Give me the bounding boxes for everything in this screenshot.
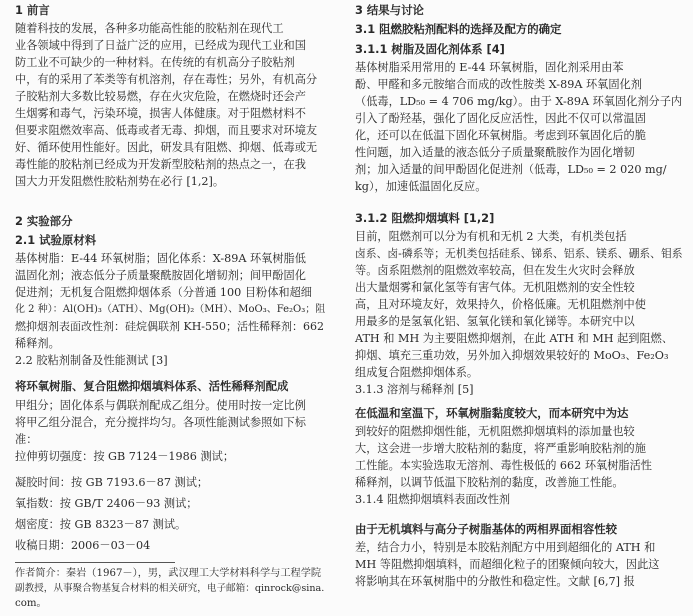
body-line: 引入了酚羟基，强化了固化反应活性，因此不仅可以常温固 — [355, 112, 646, 125]
body-line: 3.1.4 阻燃抑烟填料表面改性剂 — [355, 493, 511, 506]
subsubsection-heading-3-1-2: 3.1.2 阻燃抑烟填料 [1,2] — [355, 211, 495, 225]
body-line: 组成复合阻燃抑烟体系。 — [355, 366, 479, 379]
body-line: 好、循环使用性能好。因此，研发具有阻燃、抑烟、低毒或无 — [15, 141, 318, 154]
standard-item: 凝胶时间：按 GB 7193.6－87 测试； — [15, 476, 209, 489]
subsubsection-heading-3-1-3: 在低温和室温下，环氧树脂黏度较大，而本研究中为达 — [355, 406, 629, 420]
subsubsection-heading-3-1-4: 由于无机填料与高分子树脂基体的两相界面相容性较 — [355, 522, 617, 536]
body-line: 2.2 胶粘剂制备及性能测试 [3] — [15, 354, 168, 367]
body-line: 化，还可以在低温下固化环氧树脂。考虑到环氧固化后的脆 — [355, 129, 646, 142]
body-line: 甲组分；固化体系与偶联剂配成乙组分。使用时按一定比例 — [15, 399, 306, 412]
section-heading-2: 2 实验部分 — [15, 214, 73, 228]
body-line: MH 等阻燃抑烟填料，而超细化粒子的团聚倾向较大，因此这 — [355, 558, 660, 571]
body-line: 等。卤系阻燃剂的阻燃效率较高，但在发生火灾时会释放 — [355, 264, 635, 277]
body-line: 酚、甲醛和多元胺缩合而成的改性胺类 X-89A 环氧固化剂 — [355, 78, 642, 91]
body-line: 3.1.3 溶剂与稀释剂 [5] — [355, 383, 474, 396]
standard-item: 烟密度：按 GB 8323－87 测试。 — [15, 518, 187, 531]
standard-item: 收稿日期：2006－03－04 — [15, 539, 151, 552]
body-line: 卤系、卤-磷系等；无机类包括硅系、锑系、铝系、镁系、硼系、钼系 — [355, 247, 683, 260]
body-line: ATH 和 MH 为主要阻燃抑烟剂，在此 ATH 和 MH 起到阻燃、 — [355, 332, 674, 345]
subsection-heading-2-2: 将环氧树脂、复合阻燃抑烟填料体系、活性稀释剂配成 — [15, 379, 289, 393]
body-line: 高，且对环境友好，效果持久，价格低廉。无机阻燃剂中使 — [355, 298, 646, 311]
received-date: 作者简介：秦岩（1967－），男，武汉理工大学材料科学与工程学院 — [15, 568, 322, 579]
body-line: 业各领域中得到了日益广泛的应用，已经成为现代工业和国 — [15, 39, 306, 52]
body-line: 剂；加入适量的间甲酚固化促进剂（低毒，LD₅₀ = 2 020 mg/ — [355, 163, 667, 176]
body-line: 基体树脂采用常用的 E-44 环氧树脂，固化剂采用由苯 — [355, 61, 624, 74]
footnote-divider — [15, 562, 175, 563]
body-line: 将甲乙组分混合，充分搅拌均匀。各项性能测试参照如下标 — [15, 416, 306, 429]
body-line: 稀释剂，以调节低温下胶粘剂的黏度，改善施工性能。 — [355, 476, 624, 489]
body-line: 差，结合力小，特别是本胶粘剂配方中用到超细化的 ATH 和 — [355, 541, 656, 554]
body-line: 但要求阻燃效率高、低毒或者无毒、抑烟，而且要求对环境友 — [15, 124, 318, 137]
body-line: 生烟雾和毒气，污染环境，损害人体健康。对于阻燃材料不 — [15, 107, 306, 120]
body-line: 促进剂；无机复合阻燃抑烟体系（分普通 100 目粉体和超细 — [15, 286, 312, 299]
section-heading-1: 1 前言 — [15, 3, 50, 17]
body-line: kg），加速低温固化反应。 — [355, 180, 487, 193]
body-line: 工性能。本实验选取无溶剂、毒性极低的 662 环氧树脂活性 — [355, 459, 652, 472]
body-line: 性问题，加入适量的液态低分子质量聚酰胺作为固化增韧 — [355, 146, 635, 159]
body-line: 燃抑烟剂表面改性剂：硅烷偶联剂 KH-550；活性稀释剂：662 — [15, 320, 325, 333]
body-line: 抑烟、填充三重功效，另外加入抑烟效果较好的 MoO₃、Fe₂O₃ — [355, 349, 669, 362]
body-line: 用最多的是氢氧化铝、氢氧化镁和氧化锑等。本研究中以 — [355, 315, 635, 328]
author-bio: com。 — [15, 598, 47, 609]
author-bio: 副教授，从事聚合物基复合材料的相关研究，电子邮箱：qinrock@sina. — [15, 583, 325, 594]
body-line: 拉伸剪切强度：按 GB 7124－1986 测试； — [15, 450, 235, 463]
body-line: 稀释剂。 — [15, 337, 60, 350]
body-line: 大，这会进一步增大胶粘剂的黏度，将严重影响胶粘剂的施 — [355, 442, 646, 455]
subsection-heading-2-1: 2.1 试验原材料 — [15, 233, 97, 247]
body-line: 到较好的阻燃抑烟性能，无机阻燃抑烟填料的添加量也较 — [355, 425, 635, 438]
body-line: （低毒，LD₅₀ = 4 706 mg/kg）。由于 X-89A 环氧固化剂分子内 — [355, 95, 683, 108]
body-line: 子胶粘剂大多数比较易燃，存在火灾危险，在燃烧时还会产 — [15, 90, 306, 103]
standard-item: 氧指数：按 GB/T 2406－93 测试； — [15, 497, 198, 510]
body-line: 准： — [15, 433, 38, 446]
body-line: 目前，阻燃剂可以分为有机和无机 2 大类，有机类包括 — [355, 230, 627, 243]
body-line: 中，有的采用了苯类等有机溶剂，存在毒性；另外，有机高分 — [15, 73, 318, 86]
body-line: 随着科技的发展，各种多功能高性能的胶粘剂在现代工 — [15, 22, 284, 35]
body-line: 防工业不可缺少的一种材料。在传统的有机高分子胶粘剂 — [15, 56, 295, 69]
section-heading-3: 3 结果与讨论 — [355, 3, 424, 17]
body-line: 国大力开发阻燃性胶粘剂势在必行 [1,2]。 — [15, 175, 225, 188]
body-line: 温固化剂；液态低分子质量聚酰胺固化增韧剂；间甲酚固化 — [15, 269, 306, 282]
body-line: 毒性能的胶粘剂已经成为开发新型胶粘剂的热点之一，在我 — [15, 158, 306, 171]
body-line: 出大量烟雾和氯化氢等有害气体。无机阻燃剂的安全性较 — [355, 281, 635, 294]
body-line: 将影响其在环氧树脂中的分散性和稳定性。文献 [6,7] 报 — [355, 575, 635, 588]
subsection-heading-3-1: 3.1 阻燃胶粘剂配料的选择及配方的确定 — [355, 22, 562, 36]
body-line: 化 2 种）：Al(OH)₃（ATH）、Mg(OH)₂（MH）、MoO₃、Fe₂O₃；阻 — [15, 304, 326, 315]
body-line: 基体树脂：E-44 环氧树脂；固化体系：X-89A 环氧树脂低 — [15, 252, 306, 265]
subsubsection-heading-3-1-1: 3.1.1 树脂及固化剂体系 [4] — [355, 42, 505, 56]
